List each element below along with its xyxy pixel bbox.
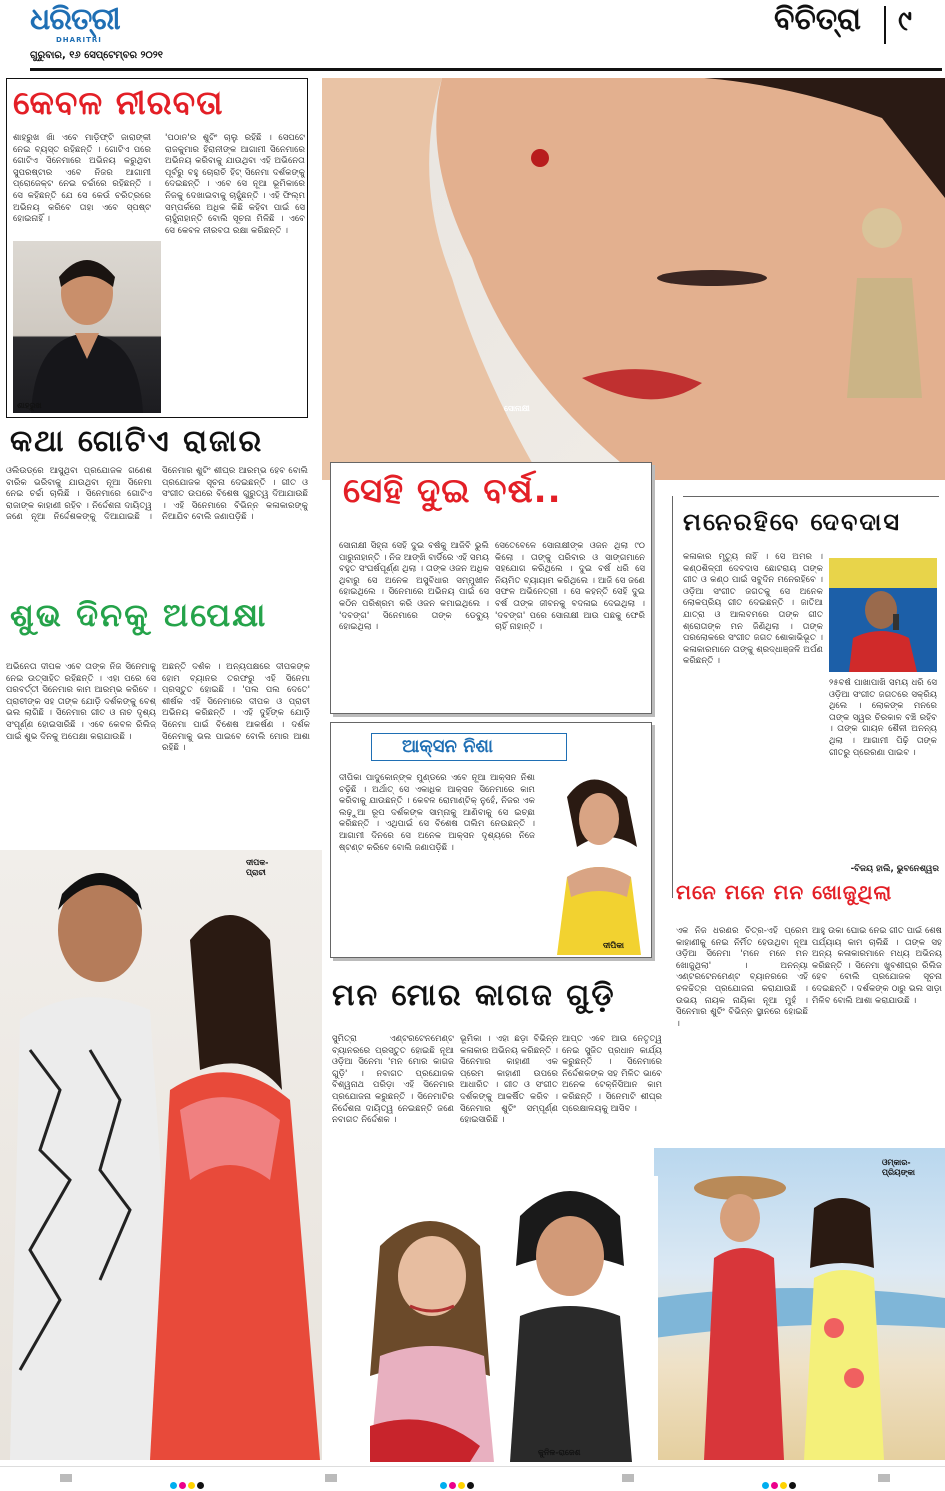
deepak-prachi-caption: ଦୀପକ-ପ୍ରାଚୀ (246, 858, 269, 877)
deepika-headline-box (371, 733, 567, 761)
color-swatches-1 (170, 1474, 206, 1491)
newspaper-logo-sub: DHARITRI (56, 36, 102, 44)
story-kagaja-col2: ଭୂମିକା । ଏହା ଛଡ଼ା ବିଭିନ୍ନ କଳାକାର ଅଭିନୟ କରିଛନ୍ତି । ସିନେମାର କାହାଣୀ ଏକ ପ୍ରେମ କାହାଣୀ ଉପରେ ଆଧାରିତ । ଗୀତ ଓ ସଂଗୀତ ଦର୍ଶକଙ୍କୁ ଆକର୍ଷିତ କରିବ । ସିନେମାର ଶୁଟିଂ ସମ୍ପୂର୍ଣ୍ଣ ହୋଇସାରିଛି । (460, 1034, 558, 1126)
shahrukh-photo (13, 241, 161, 413)
newspaper-logo: ଧରିତ୍ରୀ (30, 2, 120, 37)
headline-mane-mane-mana: ମନେ ମନେ ମନ ଖୋଜୁଥିଲା (676, 880, 893, 904)
print-mark-1 (60, 1474, 72, 1482)
headline-rule (683, 496, 939, 497)
headline-mana-mora-kagaja: ମନ ମୋର କାଗଜ ଗୁଡ଼ି (332, 978, 616, 1013)
story-sonakshi-col2: ସେତେବେଳେ ସୋନାକ୍ଷୀଙ୍କ ଓଜନ ଥିଲା ୯୦ କିଲୋ । ତାଙ୍କୁ ପରିବାର ଓ ସାଙ୍ଗମାନେ ସହଯୋଗ କରିଥିଲେ । ଦୁଇ ବର୍ଷ ଧରି ସେ ନିୟମିତ ବ୍ୟାୟାମ କରିଥିଲେ । ଆଜି ସେ ଜଣେ ସଫଳ ଅଭିନେତ୍ରୀ । ସେ କହନ୍ତି ସେହି ଦୁଇ ବର୍ଷ ତାଙ୍କ ଜୀବନକୁ ବଦଳାଇ ଦେଇଥିଲା । 'ଦବଙ୍ଗ' ପରେ ସୋନାକ୍ଷୀ ଆଉ ପଛକୁ ଫେରି ଚାହିଁ ନାହାନ୍ତି । (495, 541, 645, 633)
headline-manerahibe-debadas: ମନେରହିବେ ଦେବଦାସ (683, 508, 901, 536)
deepika-photo (537, 767, 647, 955)
color-swatches-3 (762, 1474, 798, 1491)
story-shahrukh-col1: ଶାହରୁଖ ଖାଁ ଏବେ ମାଡ଼ିଫ୍ଟି ଜାରାଙ୍କୀ ନେଇ ବ୍ୟସ୍ତ ରହିଛନ୍ତି । ଗୋଟିଏ ପରେ ଗୋଟିଏ ସିନେମାରେ ଅଭିନୟ କରୁଥିବା ସୁପରଷ୍ଟାର ଏବେ ନିଜର ଆଗାମୀ ପ୍ରୋଜେକ୍ଟ ନେଇ ଚର୍ଚ୍ଚାରେ ରହିଛନ୍ତି । ସେ କହିଛନ୍ତି ଯେ ସେ କେଉଁ ଚରିତ୍ରରେ ଅଭିନୟ କରିବେ ତାହା ଏବେ ସ୍ପଷ୍ଟ ହୋଇନାହିଁ । (13, 133, 151, 225)
story-shubha-col2: ଅଛନ୍ତି ଦର୍ଶକ । ଅନ୍ୟପକ୍ଷରେ ଦୀପକଙ୍କ ହୋମ ବ୍ୟାନର ତରଫରୁ ଏହି ସିନେମା ପ୍ରସ୍ତୁତ ହୋଇଛି । 'ପଲ ପଲ ଦେତେ' ଶୀର୍ଷକ ଏହି ସିନେମାରେ ଦୀପକ ଓ ପ୍ରାଚୀ ଅଭିନୟ କରିଛନ୍ତି । ଏହି ଦୁହିଁଙ୍କ ଯୋଡ଼ି ସିନେମା ପାଇଁ ବିଶେଷ ଆକର୍ଷଣ । ଦର୍ଶକ ସିନେମାକୁ ଭଲ ପାଇବେ ବୋଲି ମୋର ଆଶା ରହିଛି । (162, 662, 310, 754)
story-shahrukh-col2: 'ପଠାନ'ର ଶୁଟିଂ ଚାଲୁ ରହିଛି । ସେପଟେ ରାଜକୁମାର ହିରାନୀଙ୍କ ଆଗାମୀ ସିନେମାରେ ଅଭିନୟ କରିବାକୁ ଯାଉଥିବା ଏହି ଅଭିନେତା ପୂର୍ବରୁ ବହୁ ଚୋରାଚି ହିଟ୍ ସିନେମା ଦର୍ଶକଙ୍କୁ ଦେଇଛନ୍ତି । ଏବେ ସେ ନୂଆ ଭୂମିକାରେ ନିଜକୁ ଦେଖାଇବାକୁ ଚାହୁଁଛନ୍ତି । ଏହି ଫିଲ୍ମ ସମ୍ପର୍କରେ ଅଧିକ କିଛି କହିବା ପାଇଁ ସେ ଚାହୁଁନାହାନ୍ତି ବୋଲି ସୂଚନା ମିଳିଛି । ଏବେ ସେ କେବଳ ନୀରବତା ରକ୍ଷା କରିଛନ୍ତି । (165, 133, 305, 236)
story-shubha-col1: ଅଭିନେତା ଦୀପକ ଏବେ ତାଙ୍କ ନିଜ ସିନେମାକୁ ନେଇ ଉତ୍ସାହିତ ରହିଛନ୍ତି । ଏହା ପରେ ସେ ପରବର୍ତ୍ତୀ ସିନେମାର କାମ ଆରମ୍ଭ କରିବେ । ପ୍ରାଚୀଙ୍କ ସହ ତାଙ୍କ ଯୋଡ଼ି ଦର୍ଶକଙ୍କୁ ବେଶ୍ ଭଲ ଲାଗିଛି । ସିନେମାର ଗୀତ ଓ ନାଚ ଦୃଶ୍ୟ ସଂପୂର୍ଣ୍ଣ ହୋଇସାରିଛି । ଏବେ କେବଳ ରିଲିଜ୍ ପାଇଁ ଶୁଭ ଦିନକୁ ଅପେକ୍ଷା କରାଯାଉଛି । (6, 662, 156, 742)
story-mane-mane-col2: ଆହୁ ଉକା ଘୋଇ ନେଇ ଗୀତ ପାଇଁ ଶେଷ ପର୍ଯ୍ୟାୟ କାମ ଚାଲିଛି । ତାଙ୍କ ସହ ଅନ୍ୟ କଳାକାରମାନେ ମଧ୍ୟ ଅଭିନୟ କରିଛନ୍ତି । ସିନେମା ଖୁବଶୀଘ୍ର ରିଲିଜ ହେବ ବୋଲି ପ୍ରଯୋଜକ ସୂଚନା ଦେଇଛନ୍ତି । ଦର୍ଶକଙ୍କ ଠାରୁ ଭଲ ସାଡ଼ା ମିଳିବ ବୋଲି ଆଶା କରାଯାଉଛି । (812, 926, 942, 1006)
headline-sehi-dui-barsha: ସେହି ଦୁଇ ବର୍ଷ.. (343, 471, 562, 511)
footer-rule (0, 1466, 945, 1467)
masthead-rule (30, 68, 942, 71)
omkar-priyanka-caption: ଓମ୍‌କାର-ପ୍ରିୟଙ୍କା (882, 1158, 916, 1177)
story-debadas (672, 496, 942, 898)
story-sonakshi-box (330, 462, 652, 714)
print-mark-2 (325, 1474, 337, 1482)
portrait-illustration (13, 241, 161, 413)
masthead-divider (884, 6, 886, 44)
story-debadas-byline: -ବିଜୟ ହାଲି, ଭୁବନେଶ୍ୱର (850, 864, 939, 874)
print-mark-4 (878, 1474, 890, 1482)
deepika-caption: ଦୀପିକା (603, 941, 624, 950)
couple-illustration (0, 850, 322, 1460)
story-katha-raja-body: ଓଲିଉଡ୍‌ରେ ଆସୁଥିବା ପ୍ରଯୋଜକ ଗଣେଶ ବାରିକ ଭରିବାକୁ ଯାଉଥିବା ନୂଆ ସିନେମା ନେଇ ଚର୍ଚ୍ଚା ଚାଲିଛି । ସିନେମାରେ ଗୋଟିଏ ରାଜାଙ୍କ କାହାଣୀ ରହିବ । ନିର୍ଦ୍ଦେଶନା ଦାୟିତ୍ୱ ଜଣେ ନୂଆ ନିର୍ଦ୍ଦେଶକଙ୍କୁ ଦିଆଯାଇଛି । ସିନେମାର ଶୁଟିଂ ଶୀଘ୍ର ଆରମ୍ଭ ହେବ ବୋଲି ପ୍ରଯୋଜକ ସୂଚନା ଦେଇଛନ୍ତି । ଗୀତ ଓ ସଂଗୀତ ଉପରେ ବିଶେଷ ଗୁରୁତ୍ୱ ଦିଆଯାଉଛି । ଏହି ସିନେମାରେ ବିଭିନ୍ନ କଳାକାରଙ୍କୁ ନିଆଯିବ ବୋଲି ଜଣାପଡ଼ିଛି । (6, 466, 308, 523)
story-deepika-body: ଦୀପିକା ପାଦୁକୋନ୍‌ଙ୍କ ମୁଣ୍ଡରେ ଏବେ ନୂଆ ଆକ୍ସନ ନିଶା ଚଢ଼ିଛି । ଅର୍ଥାତ୍ ସେ ଏକାଧିକ ଆକ୍ସନ ସିନେମାରେ କାମ କରିବାକୁ ଯାଉଛନ୍ତି । କେବଳ ରୋମାଣ୍ଟିକ୍ ନୁହେଁ, ନିଜର ଏକ ଲଢ଼ୁଆ ରୂପ ଦର୍ଶକଙ୍କ ସାମ୍ନାକୁ ଆଣିବାକୁ ସେ ଇଚ୍ଛା କରିଛନ୍ତି । ଏଥିପାଇଁ ସେ ବିଶେଷ ତାଲିମ ନେଉଛନ୍ତି । ଆଗାମୀ ଦିନରେ ସେ ଅନେକ ଆକ୍ସନ ଦୃଶ୍ୟରେ ନିଜେ ଷ୍ଟଣ୍ଟ କରିବେ ବୋଲି ଜଣାପଡ଼ିଛି । (339, 773, 535, 853)
headline-shahrukh: କେବଳ ନୀରବତା (13, 83, 224, 122)
color-swatches-2 (440, 1474, 476, 1491)
story-kagaja-col1: ସୁମିତ୍ରା ଏଣ୍ଟରଟେନମେଣ୍ଟ ବ୍ୟାନରରେ ପ୍ରସ୍ତୁତ ହୋଇଛି ନୂଆ ଓଡ଼ିଆ ସିନେମା 'ମନ ମୋର କାଗଜ ଗୁଡ଼ି' । ନବାଗତ ପ୍ରଯୋଜକ ବିଶ୍ୱନାଥ ପରିଡ଼ା ଏହି ସିନେମାର ପ୍ରଯୋଜନା କରୁଛନ୍ତି । ସିନେମାଟିର ନିର୍ଦ୍ଦେଶନା ଦାୟିତ୍ୱ ନେଇଛନ୍ତି ଜଣେ ନବାଗତ ନିର୍ଦ୍ଦେଶକ । (332, 1034, 454, 1126)
story-sonakshi-col1: ସୋନାକ୍ଷୀ ସିହ୍ନା ସେହି ଦୁଇ ବର୍ଷକୁ ଆଜିବି ଭୁଲି ପାରୁନାହାନ୍ତି । ନିଜ ଆଙ୍ଖି ବାର୍ଡିରେ ଏହି ସମୟ ବହୁତ ସଂଘର୍ଷପୂର୍ଣ୍ଣ ଥିଲା । ତାଙ୍କ ଓଜନ ଅଧିକ ଥିବାରୁ ସେ ଅନେକ ଅସୁବିଧାର ସମ୍ମୁଖୀନ ହୋଇଥିଲେ । ସିନେମାରେ ଅଭିନୟ ପାଇଁ ସେ କଠିନ ପରିଶ୍ରମ କରି ଓଜନ କମାଇଥିଲେ । 'ଦବଙ୍ଗ' ସିନେମାରେ ତାଙ୍କ ଡେବ୍ୟୁ ହୋଇଥିଲା । (339, 541, 489, 633)
face-illustration (322, 78, 945, 480)
story-debadas-col2: ୨୫ବର୍ଷ ପାଖାପାଖି ସମୟ ଧରି ସେ ଓଡ଼ିଆ ସଂଗୀତ ଜଗତରେ ସକ୍ରିୟ ଥିଲେ । ଲୋକଙ୍କ ମନରେ ତାଙ୍କ ସ୍ୱର ଚିରକାଳ ବଞ୍ଚି ରହିବ । ତାଙ୍କ ଗାୟନ ଶୈଳୀ ଅନନ୍ୟ ଥିଲା । ଆଗାମୀ ପିଢ଼ି ତାଙ୍କ ଗୀତରୁ ପ୍ରେରଣା ପାଇବ । (829, 678, 937, 758)
kunil-rajesh-caption: କୁନିଳ-ରାଜେଶ (538, 1448, 581, 1457)
omkar-priyanka-photo (654, 1148, 945, 1460)
sonakshi-caption: ସୋନାକ୍ଷୀ (504, 404, 530, 413)
section-name: ବିଚିତ୍ରା (774, 2, 862, 37)
print-mark-3 (622, 1474, 634, 1482)
story-deepika-box (330, 722, 652, 958)
debadas-photo (829, 558, 937, 672)
couple-poster-illustration (370, 1176, 658, 1462)
story-kagaja-col3: ଆପ୍ତ ଏବେ ଆଉ ନେତୃତ୍ୱ ନେଇ ସୁଜିତ ପ୍ରଧାନ କାର୍ଯ୍ୟ କରୁଛନ୍ତି । ସିନେମାରେ ନିର୍ଦ୍ଦେଶକଙ୍କ ସହ ମିଳିତ ଭାବେ ଅନେକ ଟେକ୍ନିସିଆନ କାମ କରିଛନ୍ତି । ସିନେମାଟି ଶୀଘ୍ର ପ୍ରେକ୍ଷାଳୟକୁ ଆସିବ । (562, 1034, 662, 1114)
story-mane-mane-col1: ଏକ ନିଜ ଧରଣର ଚିତ୍ର-ଏହି ପ୍ରେମ କାହାଣୀକୁ ନେଇ ନିର୍ମିତ ହେଉଥିବା ନୂଆ ଓଡ଼ିଆ ସିନେମା 'ମନେ ମନେ ମନ ଖୋଜୁଥିଲା' । ଅନନ୍ୟା ଏଣ୍ଟରଟେନମେଣ୍ଟ ବ୍ୟାନରରେ ଏହି ଚଳଚ୍ଚିତ୍ର ପ୍ରଯୋଜନା କରାଯାଉଛି । ଉଭୟ ନାୟକ ନାୟିକା ନୂଆ ମୁହଁ । ସିନେମାର ଶୁଟିଂ ବିଭିନ୍ନ ସ୍ଥାନରେ ହୋଇଛି । (676, 926, 808, 1029)
beach-couple-illustration (654, 1148, 945, 1460)
deepak-prachi-photo (0, 850, 322, 1460)
story-shahrukh-box (6, 78, 308, 418)
page-number: ୯ (898, 4, 912, 37)
dateline: ଗୁରୁବାର, ୧୬ ସେପ୍ଟେମ୍ବର ୨୦୨୧ (30, 50, 163, 61)
kunil-rajesh-photo (370, 1176, 658, 1462)
deepika-illustration (537, 767, 647, 955)
shahrukh-caption: ଶାହରୁଖ (17, 401, 42, 410)
singer-illustration (829, 558, 937, 672)
headline-shubha-dina: ଶୁଭ ଦିନକୁ ଅପେକ୍ଷା (10, 596, 268, 634)
sonakshi-photo (322, 78, 945, 480)
headline-katha-raja: କଥା ଗୋଟିଏ ରାଜାର (10, 424, 264, 459)
masthead (0, 0, 945, 70)
headline-action-nisha: ଆକ୍ସନ ନିଶା (402, 736, 494, 757)
story-debadas-col1: କଳାକାର ମୃତ୍ୟୁ ନାହିଁ । ସେ ଅମର । କଣ୍ଠଶିଳ୍ପୀ ଦେବଦାସ ଛୋଟରାୟ ତାଙ୍କ ଗୀତ ଓ କଣ୍ଠ ପାଇଁ ସବୁଦିନ ମନେରହିବେ । ଓଡ଼ିଆ ସଂଗୀତ ଜଗତକୁ ସେ ଅନେକ ଲୋକପ୍ରିୟ ଗୀତ ଦେଇଛନ୍ତି । ଜାତିଆ ଯାତ୍ରା ଓ ଆଲବମରେ ତାଙ୍କ ଗୀତ ଶ୍ରୋତାଙ୍କ ମନ ଜିଣିଥିଲା । ତାଙ୍କ ପରଲୋକରେ ସଂଗୀତ ଜଗତ ଶୋକାଭିଭୂତ । କଳାକାରମାନେ ତାଙ୍କୁ ଶ୍ରଦ୍ଧାଞ୍ଜଳି ଅର୍ପଣ କରିଛନ୍ତି । (683, 552, 823, 667)
